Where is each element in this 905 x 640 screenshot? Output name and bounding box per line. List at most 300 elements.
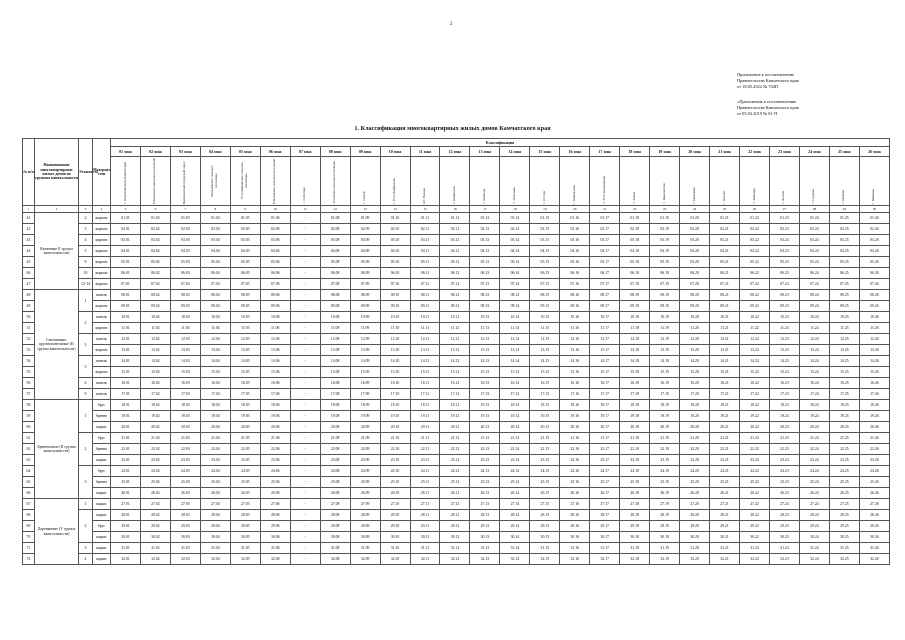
table-row xyxy=(23,356,890,367)
class-code: 22.14 xyxy=(500,444,530,455)
class-code: 27.22 xyxy=(740,499,770,510)
class-code: 31.01 xyxy=(111,543,141,554)
class-code: 10.05 xyxy=(230,312,260,323)
row-number: 57 xyxy=(23,389,35,400)
class-code: 06.26 xyxy=(859,268,889,279)
class-code: 18.17 xyxy=(590,400,620,411)
class-code: 27.01 xyxy=(111,499,141,510)
row-number: 71 xyxy=(23,543,35,554)
class-code: 25.20 xyxy=(680,477,710,488)
class-code: 31.26 xyxy=(859,543,889,554)
wall-material: кирпич xyxy=(93,213,111,224)
class-code: 18.03 xyxy=(170,400,200,411)
class-code: 05.01 xyxy=(111,257,141,268)
table-row xyxy=(23,235,890,246)
class-code: 15.06 xyxy=(260,367,290,378)
class-code: 23.17 xyxy=(590,455,620,466)
class-code: 07.11 xyxy=(410,279,440,290)
class-code: 07.24 xyxy=(799,279,829,290)
class-code: 03.02 xyxy=(140,235,170,246)
class-code: - xyxy=(290,257,320,268)
class-code: 13.14 xyxy=(500,345,530,356)
class-code: 16.24 xyxy=(799,378,829,389)
class-code: 06.16 xyxy=(560,268,590,279)
class-code: 20.02 xyxy=(140,422,170,433)
class-code: 01.11 xyxy=(410,213,440,224)
class-code: - xyxy=(290,268,320,279)
class-code: 30.11 xyxy=(410,532,440,543)
class-code: 08.18 xyxy=(620,290,650,301)
class-code: 17.10 xyxy=(380,389,410,400)
class-code: 06.13 xyxy=(470,268,500,279)
class-code: 10.24 xyxy=(799,312,829,323)
table-row xyxy=(23,246,890,257)
class-code: 03.23 xyxy=(769,235,799,246)
class-code: 16.26 xyxy=(859,378,889,389)
class-code: 12.15 xyxy=(530,334,560,345)
class-code: 31.12 xyxy=(440,543,470,554)
table-row xyxy=(23,411,890,422)
class-code: 19.13 xyxy=(470,411,500,422)
class-code: 22.11 xyxy=(410,444,440,455)
building-group: Смешанные, крупнопанельные (II группа капитальности) xyxy=(35,290,79,400)
class-code: 25.12 xyxy=(440,477,470,488)
class-code: 24.05 xyxy=(230,466,260,477)
zone-header: 18 зона xyxy=(620,147,650,157)
class-code: 28.09 xyxy=(350,510,380,521)
class-code: 23.03 xyxy=(170,455,200,466)
class-code: 18.06 xyxy=(260,400,290,411)
class-code: 21.09 xyxy=(350,433,380,444)
class-code: 05.04 xyxy=(200,257,230,268)
class-code: 19.26 xyxy=(859,411,889,422)
class-code: 30.09 xyxy=(350,532,380,543)
class-code: 31.08 xyxy=(320,543,350,554)
class-code: 09.03 xyxy=(170,301,200,312)
class-code: 19.01 xyxy=(111,411,141,422)
class-code: 25.23 xyxy=(769,477,799,488)
class-code: 21.24 xyxy=(799,433,829,444)
class-code: 05.18 xyxy=(620,257,650,268)
column-number: 16 xyxy=(440,206,470,213)
class-code: 08.06 xyxy=(260,290,290,301)
class-code: 23.10 xyxy=(380,455,410,466)
wall-material: бревно xyxy=(93,411,111,422)
row-number: 63 xyxy=(23,455,35,466)
class-code: 05.05 xyxy=(230,257,260,268)
class-code: 16.16 xyxy=(560,378,590,389)
zone-description: с. Манилы xyxy=(470,157,500,206)
class-code: 20.21 xyxy=(710,422,740,433)
class-code: 09.08 xyxy=(320,301,350,312)
class-code: 25.02 xyxy=(140,477,170,488)
class-code: 03.26 xyxy=(859,235,889,246)
class-code: 10.21 xyxy=(710,312,740,323)
class-code: 11.05 xyxy=(230,323,260,334)
class-code: 27.20 xyxy=(680,499,710,510)
class-code: 05.13 xyxy=(470,257,500,268)
class-code: 10.17 xyxy=(590,312,620,323)
class-code: 06.14 xyxy=(500,268,530,279)
class-code: 13.23 xyxy=(769,345,799,356)
class-code: 23.15 xyxy=(530,455,560,466)
class-code: 02.18 xyxy=(620,224,650,235)
zone-header: 15 зона xyxy=(530,147,560,157)
class-code: 13.04 xyxy=(200,345,230,356)
class-code: 24.09 xyxy=(350,466,380,477)
class-code: 29.16 xyxy=(560,521,590,532)
class-code: 29.26 xyxy=(859,521,889,532)
class-code: 10.26 xyxy=(859,312,889,323)
class-code: 01.05 xyxy=(230,213,260,224)
class-code: 23.18 xyxy=(620,455,650,466)
class-code: 04.09 xyxy=(350,246,380,257)
class-code: 07.25 xyxy=(829,279,859,290)
table-row xyxy=(23,389,890,400)
wall-material: брус xyxy=(93,433,111,444)
class-code: 01.14 xyxy=(500,213,530,224)
class-code: 07.17 xyxy=(590,279,620,290)
class-code: 24.23 xyxy=(769,466,799,477)
class-code: 19.14 xyxy=(500,411,530,422)
class-code: 24.04 xyxy=(200,466,230,477)
class-code: 24.25 xyxy=(829,466,859,477)
table-row xyxy=(23,301,890,312)
class-code: 20.25 xyxy=(829,422,859,433)
class-code: 32.20 xyxy=(680,554,710,565)
class-code: 23.12 xyxy=(440,455,470,466)
class-code: 07.10 xyxy=(380,279,410,290)
class-code: 32.05 xyxy=(230,554,260,565)
class-code: 04.19 xyxy=(650,246,680,257)
class-code: 01.08 xyxy=(320,213,350,224)
class-code: 12.06 xyxy=(260,334,290,345)
class-code: 08.21 xyxy=(710,290,740,301)
table-row xyxy=(23,466,890,477)
class-code: 06.15 xyxy=(530,268,560,279)
class-code: 07.22 xyxy=(740,279,770,290)
class-code: 02.23 xyxy=(769,224,799,235)
class-code: 32.10 xyxy=(380,554,410,565)
class-code: 22.19 xyxy=(650,444,680,455)
class-code: 01.26 xyxy=(859,213,889,224)
column-number: 8 xyxy=(200,206,230,213)
class-code: 24.02 xyxy=(140,466,170,477)
class-code: 10.13 xyxy=(470,312,500,323)
column-number: 25 xyxy=(710,206,740,213)
class-code: 13.05 xyxy=(230,345,260,356)
class-code: 32.14 xyxy=(500,554,530,565)
class-code: 28.02 xyxy=(140,510,170,521)
wall-material: кирпич xyxy=(93,323,111,334)
class-code: 20.24 xyxy=(799,422,829,433)
class-code: 13.26 xyxy=(859,345,889,356)
class-code: 09.26 xyxy=(859,301,889,312)
zone-description: с. Никольское xyxy=(560,157,590,206)
class-code: 31.18 xyxy=(620,543,650,554)
class-code: 32.18 xyxy=(620,554,650,565)
class-code: 26.13 xyxy=(470,488,500,499)
class-code: 02.11 xyxy=(410,224,440,235)
class-code: 24.01 xyxy=(111,466,141,477)
class-code: 28.10 xyxy=(380,510,410,521)
wall-material: кирпич xyxy=(93,301,111,312)
class-code: 18.11 xyxy=(410,400,440,411)
class-code: 03.25 xyxy=(829,235,859,246)
class-code: 23.04 xyxy=(200,455,230,466)
class-code: 08.20 xyxy=(680,290,710,301)
class-code: 21.20 xyxy=(680,433,710,444)
class-code: 26.17 xyxy=(590,488,620,499)
class-code: 06.10 xyxy=(380,268,410,279)
class-code: 10.02 xyxy=(140,312,170,323)
class-code: 21.10 xyxy=(380,433,410,444)
class-code: 22.25 xyxy=(829,444,859,455)
class-code: 10.18 xyxy=(620,312,650,323)
zone-header: 21 зона xyxy=(710,147,740,157)
class-code: 04.20 xyxy=(680,246,710,257)
class-code: 23.09 xyxy=(350,455,380,466)
class-code: 13.02 xyxy=(140,345,170,356)
class-code: 17.15 xyxy=(530,389,560,400)
class-code: - xyxy=(290,422,320,433)
class-code: 19.22 xyxy=(740,411,770,422)
header-type: Наименование многоквартирных жилых домов по группам капитальности xyxy=(35,139,79,206)
zone-header: 08 зона xyxy=(320,147,350,157)
class-code: 14.23 xyxy=(769,356,799,367)
class-code: 28.17 xyxy=(590,510,620,521)
class-code: 10.03 xyxy=(170,312,200,323)
class-code: - xyxy=(290,213,320,224)
class-code: 04.23 xyxy=(769,246,799,257)
class-code: 24.06 xyxy=(260,466,290,477)
class-code: 04.06 xyxy=(260,246,290,257)
floors-cell: 4 xyxy=(79,554,93,565)
class-code: 21.06 xyxy=(260,433,290,444)
class-code: 31.21 xyxy=(710,543,740,554)
class-code: 08.10 xyxy=(380,290,410,301)
class-code: 30.04 xyxy=(200,532,230,543)
class-code: 03.01 xyxy=(111,235,141,246)
row-number: 46 xyxy=(23,268,35,279)
class-code: 11.11 xyxy=(410,323,440,334)
class-code: 23.01 xyxy=(111,455,141,466)
class-code: 14.10 xyxy=(380,356,410,367)
class-code: - xyxy=(290,312,320,323)
class-code: 19.18 xyxy=(620,411,650,422)
column-number: 15 xyxy=(410,206,440,213)
class-code: 32.11 xyxy=(410,554,440,565)
class-code: 08.25 xyxy=(829,290,859,301)
class-code: 09.22 xyxy=(740,301,770,312)
class-code: 18.10 xyxy=(380,400,410,411)
class-code: - xyxy=(290,378,320,389)
class-code: 13.22 xyxy=(740,345,770,356)
column-number: 23 xyxy=(650,206,680,213)
header-walls: Материал стен xyxy=(93,139,111,206)
class-code: 08.17 xyxy=(590,290,620,301)
class-code: 15.15 xyxy=(530,367,560,378)
class-code: 23.20 xyxy=(680,455,710,466)
class-code: 02.02 xyxy=(140,224,170,235)
class-code: 08.15 xyxy=(530,290,560,301)
class-code: 28.19 xyxy=(650,510,680,521)
class-code: 29.02 xyxy=(140,521,170,532)
header-row-zone-descriptions xyxy=(23,157,890,206)
class-code: 05.06 xyxy=(260,257,290,268)
class-code: 03.18 xyxy=(620,235,650,246)
column-number: 27 xyxy=(769,206,799,213)
class-code: 17.24 xyxy=(799,389,829,400)
class-code: 04.08 xyxy=(320,246,350,257)
class-code: 12.21 xyxy=(710,334,740,345)
class-code: 18.01 xyxy=(111,400,141,411)
class-code: 27.16 xyxy=(560,499,590,510)
class-code: 01.06 xyxy=(260,213,290,224)
wall-material: бревно xyxy=(93,477,111,488)
class-code: 07.19 xyxy=(650,279,680,290)
class-code: 28.23 xyxy=(769,510,799,521)
appendix-note-previous: «Приложение к постановлению Правительства Камчатского края от 05.03.2019 № 81-П xyxy=(737,99,799,116)
header-row-classification xyxy=(23,139,890,147)
class-code: 30.18 xyxy=(620,532,650,543)
class-code: 19.05 xyxy=(230,411,260,422)
class-code: 03.19 xyxy=(650,235,680,246)
class-code: 31.25 xyxy=(829,543,859,554)
class-code: 24.10 xyxy=(380,466,410,477)
class-code: 20.17 xyxy=(590,422,620,433)
row-number: 66 xyxy=(23,488,35,499)
header-row-zones xyxy=(23,147,890,157)
class-code: 15.19 xyxy=(650,367,680,378)
class-code: 20.23 xyxy=(769,422,799,433)
class-code: 08.22 xyxy=(740,290,770,301)
class-code: 01.10 xyxy=(380,213,410,224)
wall-material: кирпич xyxy=(93,257,111,268)
class-code: 04.14 xyxy=(500,246,530,257)
class-code: 16.05 xyxy=(230,378,260,389)
class-code: 30.12 xyxy=(440,532,470,543)
class-code: 19.11 xyxy=(410,411,440,422)
class-code: 19.20 xyxy=(680,411,710,422)
class-code: 22.23 xyxy=(769,444,799,455)
class-code: 05.17 xyxy=(590,257,620,268)
class-code: 27.09 xyxy=(350,499,380,510)
class-code: 14.04 xyxy=(200,356,230,367)
class-code: 28.06 xyxy=(260,510,290,521)
class-code: 24.19 xyxy=(650,466,680,477)
class-code: 11.21 xyxy=(710,323,740,334)
class-code: 14.15 xyxy=(530,356,560,367)
floors-cell: 4 xyxy=(79,235,93,246)
floors-cell: 2 xyxy=(79,433,93,466)
class-code: 27.02 xyxy=(140,499,170,510)
class-code: 11.10 xyxy=(380,323,410,334)
floors-cell: 6 xyxy=(79,378,93,389)
class-code: 12.09 xyxy=(350,334,380,345)
class-code: 18.05 xyxy=(230,400,260,411)
class-code: 25.10 xyxy=(380,477,410,488)
class-code: 01.13 xyxy=(470,213,500,224)
class-code: 02.14 xyxy=(500,224,530,235)
class-code: 23.02 xyxy=(140,455,170,466)
class-code: 04.25 xyxy=(829,246,859,257)
class-code: 08.01 xyxy=(111,290,141,301)
class-code: 14.12 xyxy=(440,356,470,367)
class-code: 02.24 xyxy=(799,224,829,235)
class-code: 25.22 xyxy=(740,477,770,488)
class-code: 03.11 xyxy=(410,235,440,246)
wall-material: брус xyxy=(93,521,111,532)
class-code: 14.26 xyxy=(859,356,889,367)
class-code: 15.11 xyxy=(410,367,440,378)
class-code: 10.12 xyxy=(440,312,470,323)
class-code: 20.14 xyxy=(500,422,530,433)
class-code: 08.12 xyxy=(440,290,470,301)
floors-cell: 5 xyxy=(79,356,93,378)
column-number: 12 xyxy=(320,206,350,213)
class-code: 15.01 xyxy=(111,367,141,378)
class-code: 30.01 xyxy=(111,532,141,543)
class-code: 27.04 xyxy=(200,499,230,510)
row-number: 68 xyxy=(23,510,35,521)
class-code: - xyxy=(290,488,320,499)
class-code: 02.03 xyxy=(170,224,200,235)
class-code: 08.26 xyxy=(859,290,889,301)
wall-material: кирпич xyxy=(93,268,111,279)
table-row xyxy=(23,422,890,433)
class-code: 16.10 xyxy=(380,378,410,389)
table-row xyxy=(23,257,890,268)
class-code: 10.25 xyxy=(829,312,859,323)
row-number: 72 xyxy=(23,554,35,565)
class-code: 02.26 xyxy=(859,224,889,235)
zone-description: Елизовское городское поселение xyxy=(140,157,170,206)
class-code: 04.16 xyxy=(560,246,590,257)
class-code: 31.05 xyxy=(230,543,260,554)
class-code: 21.18 xyxy=(620,433,650,444)
class-code: 06.01 xyxy=(111,268,141,279)
class-code: 18.21 xyxy=(710,400,740,411)
class-code: 05.19 xyxy=(650,257,680,268)
floors-cell: 3 xyxy=(79,543,93,554)
class-code: 30.10 xyxy=(380,532,410,543)
class-code: 04.21 xyxy=(710,246,740,257)
class-code: 12.17 xyxy=(590,334,620,345)
class-code: 14.21 xyxy=(710,356,740,367)
class-code: 32.22 xyxy=(740,554,770,565)
class-code: 09.05 xyxy=(230,301,260,312)
wall-material: брус xyxy=(93,466,111,477)
class-code: 15.21 xyxy=(710,367,740,378)
class-code: 25.17 xyxy=(590,477,620,488)
class-code: 16.13 xyxy=(470,378,500,389)
class-code: 13.20 xyxy=(680,345,710,356)
table-row xyxy=(23,279,890,290)
row-number: 58 xyxy=(23,400,35,411)
class-code: 12.26 xyxy=(859,334,889,345)
class-code: 24.22 xyxy=(740,466,770,477)
floors-cell: 1 xyxy=(79,499,93,510)
class-code: 06.08 xyxy=(320,268,350,279)
class-code: 18.26 xyxy=(859,400,889,411)
class-code: - xyxy=(290,279,320,290)
zone-header: 19 зона xyxy=(650,147,680,157)
class-code: 31.19 xyxy=(650,543,680,554)
class-code: 26.26 xyxy=(859,488,889,499)
class-code: 29.04 xyxy=(200,521,230,532)
class-code: 18.12 xyxy=(440,400,470,411)
